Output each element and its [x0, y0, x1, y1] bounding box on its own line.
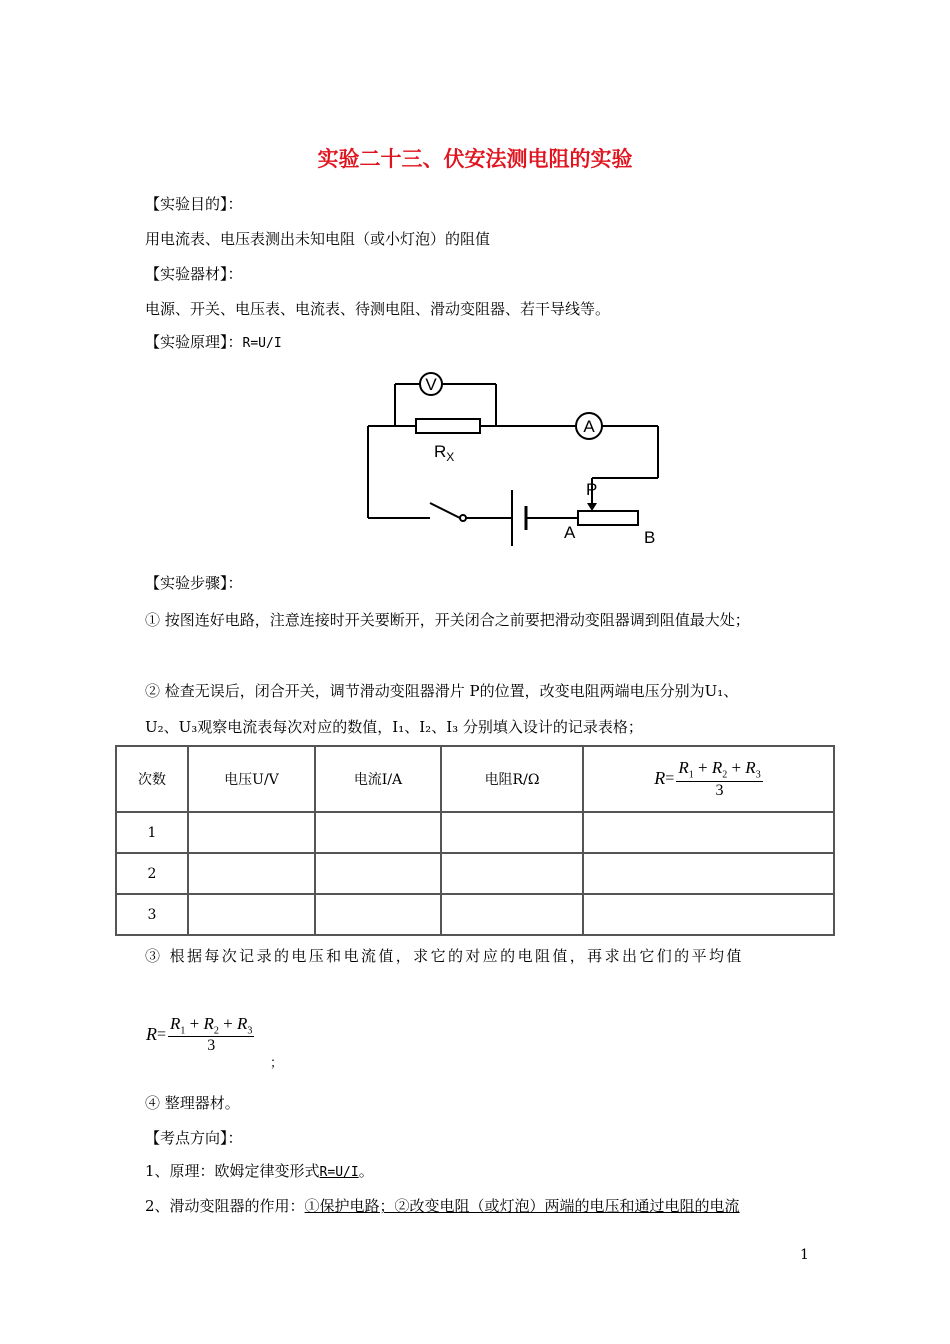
- page-title: 实验二十三、伏安法测电阻的实验: [317, 146, 633, 171]
- rheostat-icon: [578, 511, 638, 525]
- row-index: 1: [116, 812, 188, 853]
- principle-formula: R=U/I: [242, 336, 282, 351]
- formula-end-mark: ；: [270, 1056, 284, 1071]
- exam-point-2-detail: ①保护电路；②改变电阻（或灯泡）两端的电压和通过电阻的电流: [304, 1197, 740, 1215]
- ammeter-label: A: [583, 417, 595, 436]
- slider-label: P: [586, 480, 598, 499]
- step-3: ③ 根据每次记录的电压和电流值，求它的对应的电阻值，再求出它们的平均值: [145, 947, 744, 965]
- row-index: 2: [116, 853, 188, 894]
- header-current: 电流I/A: [315, 746, 441, 812]
- header-count: 次数: [116, 746, 188, 812]
- step-1: ① 按图连好电路，注意连接时开关要断开，开关闭合之前要把滑动变阻器调到阻值最大处；: [145, 611, 750, 629]
- exam-point-2: 2、滑动变阻器的作用：①保护电路；②改变电阻（或灯泡）两端的电压和通过电阻的电流: [145, 1197, 740, 1215]
- purpose-heading: 【实验目的】：: [145, 195, 243, 213]
- steps-heading: 【实验步骤】：: [145, 574, 243, 592]
- table-header-row: [116, 746, 834, 812]
- materials-heading: 【实验器材】：: [145, 265, 243, 283]
- average-formula: R = $\frac{R_1 + R_2 + R_3}{3}$: [146, 1014, 253, 1055]
- table-row: [116, 894, 834, 935]
- materials-text: 电源、开关、电压表、电流表、待测电阻、滑动变阻器、若干导线等。: [145, 300, 611, 318]
- exam-point-1-formula: R=U/I: [319, 1165, 359, 1180]
- end-a-label: A: [564, 523, 576, 542]
- principle-heading: 【实验原理】：: [145, 333, 243, 351]
- resistor-label: $R_X$: [434, 442, 455, 464]
- table-row: [116, 853, 834, 894]
- principle-line: [145, 331, 282, 352]
- slider-arrow-icon: [587, 503, 597, 511]
- step-2-line2: U₂、U₃观察电流表每次对应的数值，I₁、I₂、I₃ 分别填入设计的记录表格；: [145, 718, 643, 736]
- header-voltage: 电压U/V: [188, 746, 315, 812]
- header-resistance: 电阻R/Ω: [441, 746, 583, 812]
- row-index: 3: [116, 894, 188, 935]
- resistor-icon: [416, 419, 480, 433]
- voltmeter-label: V: [425, 375, 437, 394]
- page-number: 1: [800, 1247, 809, 1263]
- exam-point-1: 1、原理：欧姆定律变形式R=U/I。: [145, 1162, 374, 1180]
- header-average-formula: R = $\frac{R_1 + R_2 + R_3}{3}$: [583, 746, 834, 812]
- purpose-text: 用电流表、电压表测出未知电阻（或小灯泡）的阻值: [145, 230, 491, 248]
- exam-heading: 【考点方向】：: [145, 1129, 243, 1147]
- record-table: [115, 745, 835, 936]
- circuit-diagram: [360, 362, 670, 552]
- table-row: [116, 812, 834, 853]
- switch-icon: [430, 503, 460, 518]
- end-b-label: B: [644, 528, 656, 547]
- step-2-line1: ② 检查无误后，闭合开关，调节滑动变阻器滑片 P的位置，改变电阻两端电压分别为U₁、: [145, 682, 739, 700]
- step-4: ④ 整理器材。: [145, 1094, 240, 1112]
